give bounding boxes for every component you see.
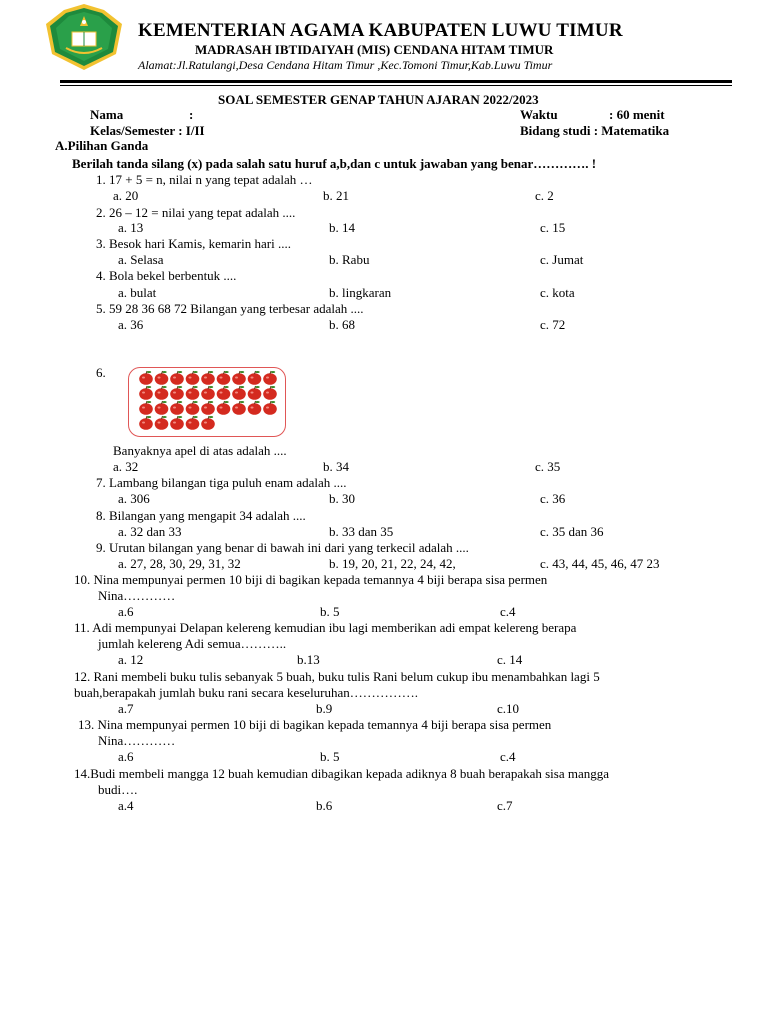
apple-icon — [170, 416, 184, 430]
apple-icon — [155, 371, 169, 385]
q6-option-a: a. 32 — [113, 459, 139, 474]
header-rule-thin — [60, 85, 732, 86]
question-9: 9. Urutan bilangan yang benar di bawah ini dari yang terkecil adalah .... — [96, 540, 469, 555]
q13-option-c: c.4 — [500, 749, 516, 764]
question-6: Banyaknya apel di atas adalah .... — [113, 443, 287, 458]
q10-option-b: b. 5 — [320, 604, 340, 619]
q6-option-b: b. 34 — [323, 459, 349, 474]
exam-title: SOAL SEMESTER GENAP TAHUN AJARAN 2022/2023 — [218, 92, 539, 107]
apple-icon — [201, 401, 215, 415]
header-title: KEMENTERIAN AGAMA KABUPATEN LUWU TIMUR — [138, 20, 623, 41]
apple-icon — [201, 386, 215, 400]
header-rule-thick — [60, 80, 732, 83]
question-8: 8. Bilangan yang mengapit 34 adalah .... — [96, 508, 306, 523]
question-13-cont: Nina………… — [98, 733, 176, 748]
q13-option-b: b. 5 — [320, 749, 340, 764]
apple-icon — [139, 371, 153, 385]
kelas-semester: Kelas/Semester : I/II — [90, 123, 205, 138]
apple-icon — [263, 386, 277, 400]
q10-option-c: c.4 — [500, 604, 516, 619]
school-address: Alamat:Jl.Ratulangi,Desa Cendana Hitam Timur ,Kec.Tomoni Timur,Kab.Luwu Timur — [138, 58, 553, 72]
question-13: 13. Nina mempunyai permen 10 biji di bagikan kepada temannya 4 biji berapa sisa permen — [78, 717, 552, 732]
apple-icon — [186, 401, 200, 415]
question-14-cont: budi…. — [98, 782, 138, 797]
q4-option-c: c. kota — [540, 285, 575, 300]
q5-option-b: b. 68 — [329, 317, 355, 332]
bidang-studi: Bidang studi : Matematika — [520, 123, 670, 138]
q6-option-c: c. 35 — [535, 459, 561, 474]
q5-option-c: c. 72 — [540, 317, 566, 332]
nama-colon: : — [189, 107, 194, 122]
apple-icon — [248, 401, 262, 415]
q14-option-b: b.6 — [316, 798, 333, 813]
q7-option-b: b. 30 — [329, 491, 355, 506]
q1-option-b: b. 21 — [323, 188, 349, 203]
q9-option-c: c. 43, 44, 45, 46, 47 23 — [540, 556, 660, 571]
q2-option-a: a. 13 — [118, 220, 144, 235]
q3-option-c: c. Jumat — [540, 252, 584, 267]
q13-option-a: a.6 — [118, 749, 134, 764]
q12-option-a: a.7 — [118, 701, 134, 716]
apple-icon — [232, 386, 246, 400]
q9-option-a: a. 27, 28, 30, 29, 31, 32 — [118, 556, 241, 571]
question-3: 3. Besok hari Kamis, kemarin hari .... — [96, 236, 291, 251]
apple-icon — [155, 416, 169, 430]
q1-option-a: a. 20 — [113, 188, 139, 203]
apple-picture-frame — [128, 367, 286, 437]
q1-option-c: c. 2 — [535, 188, 554, 203]
q5-option-a: a. 36 — [118, 317, 144, 332]
q8-option-c: c. 35 dan 36 — [540, 524, 604, 539]
apple-icon — [170, 386, 184, 400]
apple-icon — [139, 401, 153, 415]
q11-option-b: b.13 — [297, 652, 320, 667]
apple-icon — [186, 416, 200, 430]
apple-icon — [263, 371, 277, 385]
question-1: 1. 17 + 5 = n, nilai n yang tepat adalah … — [96, 172, 313, 187]
q4-option-b: b. lingkaran — [329, 285, 392, 300]
q11-option-c: c. 14 — [497, 652, 523, 667]
q4-option-a: a. bulat — [118, 285, 157, 300]
q12-option-b: b.9 — [316, 701, 333, 716]
apple-icon — [248, 371, 262, 385]
apple-icon — [139, 386, 153, 400]
question-4: 4. Bola bekel berbentuk .... — [96, 268, 237, 283]
apple-picture — [129, 368, 284, 435]
q8-option-a: a. 32 dan 33 — [118, 524, 182, 539]
apple-icon — [201, 416, 215, 430]
kemenag-logo-icon — [42, 2, 126, 72]
apple-icon — [263, 401, 277, 415]
q14-option-a: a.4 — [118, 798, 134, 813]
question-7: 7. Lambang bilangan tiga puluh enam adalah .... — [96, 475, 347, 490]
q8-option-b: b. 33 dan 35 — [329, 524, 394, 539]
q11-option-a: a. 12 — [118, 652, 144, 667]
apple-icon — [248, 386, 262, 400]
nama-label: Nama — [90, 107, 124, 122]
q3-option-a: a. Selasa — [118, 252, 164, 267]
q2-option-b: b. 14 — [329, 220, 355, 235]
question-6-number: 6. — [96, 365, 106, 380]
question-10: 10. Nina mempunyai permen 10 biji di bagikan kepada temannya 4 biji berapa sisa permen — [74, 572, 548, 587]
apple-icon — [155, 401, 169, 415]
q10-option-a: a.6 — [118, 604, 134, 619]
waktu-value: : 60 menit — [609, 107, 665, 122]
question-12-cont: buah,berapakah jumlah buku rani secara keseluruhan……………. — [74, 685, 419, 700]
q3-option-b: b. Rabu — [329, 252, 370, 267]
apple-icon — [155, 386, 169, 400]
question-11: 11. Adi mempunyai Delapan kelereng kemudian ibu lagi memberikan adi empat kelereng berapa — [74, 620, 577, 635]
q7-option-a: a. 306 — [118, 491, 150, 506]
apple-icon — [186, 386, 200, 400]
waktu-label: Waktu — [520, 107, 558, 122]
school-name: MADRASAH IBTIDAIYAH (MIS) CENDANA HITAM TIMUR — [195, 42, 554, 57]
question-5: 5. 59 28 36 68 72 Bilangan yang terbesar adalah .... — [96, 301, 364, 316]
q2-option-c: c. 15 — [540, 220, 566, 235]
q12-option-c: c.10 — [497, 701, 520, 716]
q14-option-c: c.7 — [497, 798, 513, 813]
q7-option-c: c. 36 — [540, 491, 566, 506]
apple-icon — [201, 371, 215, 385]
apple-icon — [170, 371, 184, 385]
instruction: Berilah tanda silang (x) pada salah satu huruf a,b,dan c untuk jawaban yang benar…………. ! — [72, 156, 597, 171]
question-2: 2. 26 – 12 = nilai yang tepat adalah .... — [96, 205, 296, 220]
question-10-cont: Nina………… — [98, 588, 176, 603]
q9-option-b: b. 19, 20, 21, 22, 24, 42, — [329, 556, 456, 571]
apple-icon — [186, 371, 200, 385]
section-title: A.Pilihan Ganda — [55, 138, 149, 153]
apple-icon — [139, 416, 153, 430]
apple-icon — [217, 386, 231, 400]
question-12: 12. Rani membeli buku tulis sebanyak 5 buah, buku tulis Rani belum cukup ibu menambahkan lagi 5 — [74, 669, 600, 684]
question-11-cont: jumlah kelereng Adi semua……….. — [98, 636, 287, 651]
question-14: 14.Budi membeli mangga 12 buah kemudian dibagikan kepada adiknya 8 buah berapakah sisa mangga — [74, 766, 610, 781]
apple-icon — [170, 401, 184, 415]
apple-icon — [232, 371, 246, 385]
apple-icon — [217, 371, 231, 385]
apple-icon — [217, 401, 231, 415]
apple-icon — [232, 401, 246, 415]
